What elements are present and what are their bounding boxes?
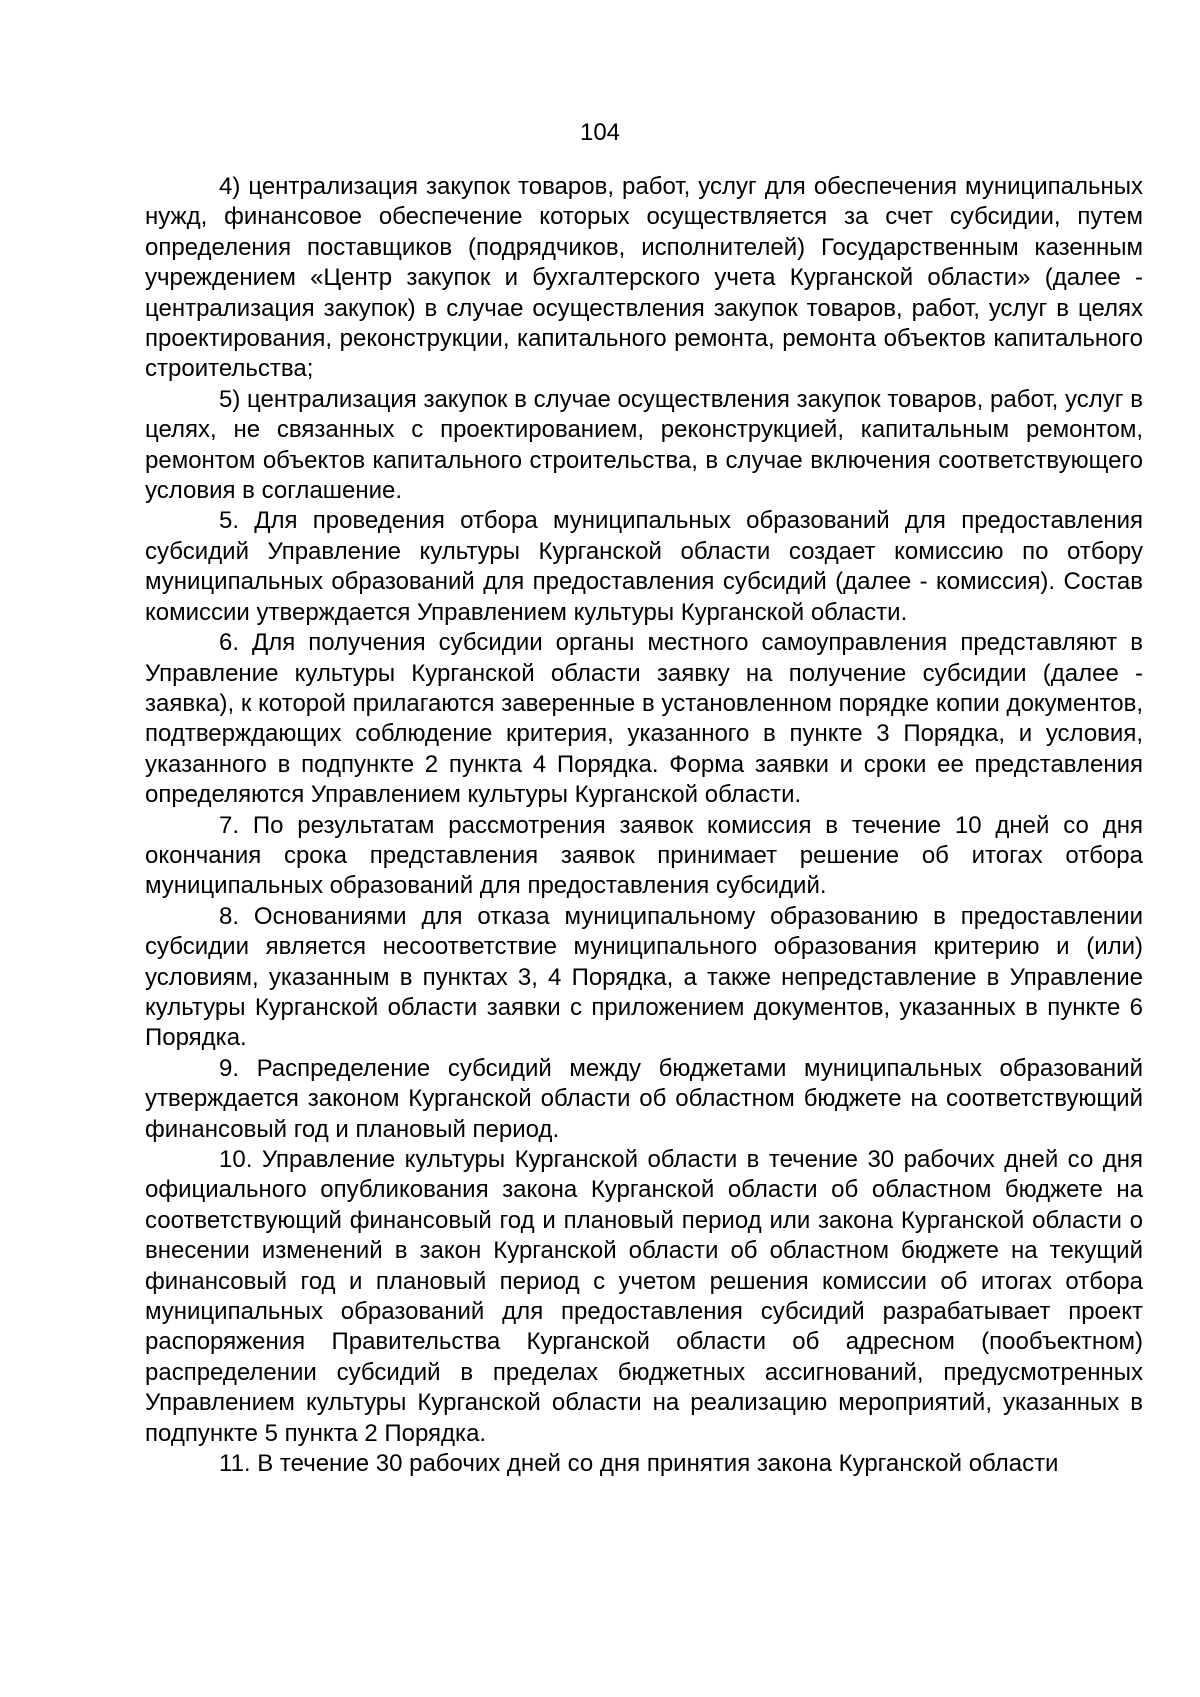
paragraph-8: 8. Основаниями для отказа муниципальному образованию в предоставлении субсидии является несоответствие муниципального образования критерию и (или) условиям, указанным в пунктах 3, 4 Порядка, а также непредставление в Управление культуры Курганской области заявки с приложением документов, указанных в пункте 6 Порядка.	[145, 902, 1143, 1052]
document-body	[145, 172, 1143, 1479]
paragraph-5: 5. Для проведения отбора муниципальных образований для предоставления субсидий Управление культуры Курганской области создает комиссию по отбору муниципальных образований для предоставления субсидий (далее - комиссия). Состав комиссии утверждается Управлением культуры Курганской области.	[145, 507, 1143, 626]
paragraph-subitem-5: 5) централизация закупок в случае осуществления закупок товаров, работ, услуг в целях, не связанных с проектированием, реконструкцией, капитальным ремонтом, ремонтом объектов капитального строительства, в случае включения соответствующего условия в соглашение.	[145, 385, 1143, 505]
paragraph-11: 11. В течение 30 рабочих дней со дня принятия закона Курганской области	[219, 1450, 1059, 1478]
page-number: 104	[579, 119, 621, 146]
paragraph-6: 6. Для получения субсидии органы местного самоуправления представляют в Управление культуры Курганской области заявку на получение субсидии (далее - заявка), к которой прилагаются заверенные в установленном порядке копии документов, подтверждающих соблюдение критерия, указанного в пункте 3 Порядка, и условия, указанного в подпункте 2 пункта 4 Порядка. Форма заявки и сроки ее представления определяются Управлением культуры Курганской области.	[145, 629, 1143, 809]
paragraph-10: 10. Управление культуры Курганской области в течение 30 рабочих дней со дня официального опубликования закона Курганской области об областном бюджете на соответствующий финансовый год и плановый период или закона Курганской области о внесении изменений в закон Курганской области об областном бюджете на текущий финансовый год и плановый период с учетом решения комиссии об итогах отбора муниципальных образований для предоставления субсидий разрабатывает проект распоряжения Правительства Курганской области об адресном (пообъектном) распределении субсидий в пределах бюджетных ассигнований, предусмотренных Управлением культуры Курганской области на реализацию мероприятий, указанных в подпункте 5 пункта 2 Порядка.	[145, 1146, 1143, 1447]
paragraph-subitem-4: 4) централизация закупок товаров, работ, услуг для обеспечения муниципальных нужд, финансовое обеспечение которых осуществляется за счет субсидии, путем определения поставщиков (подрядчиков, исполнителей) Государственным казенным учреждением «Центр закупок и бухгалтерского учета Курганской области» (далее - централизация закупок) в случае осуществления закупок товаров, работ, услуг в целях проектирования, реконструкции, капитального ремонта, ремонта объектов капитального строительства;	[145, 173, 1143, 383]
paragraph-7: 7. По результатам рассмотрения заявок комиссия в течение 10 дней со дня окончания срока представления заявок принимает решение об итогах отбора муниципальных образований для предоставления субсидий.	[145, 811, 1143, 900]
paragraph-9: 9. Распределение субсидий между бюджетами муниципальных образований утверждается законом Курганской области об областном бюджете на соответствующий финансовый год и плановый период.	[145, 1054, 1143, 1143]
